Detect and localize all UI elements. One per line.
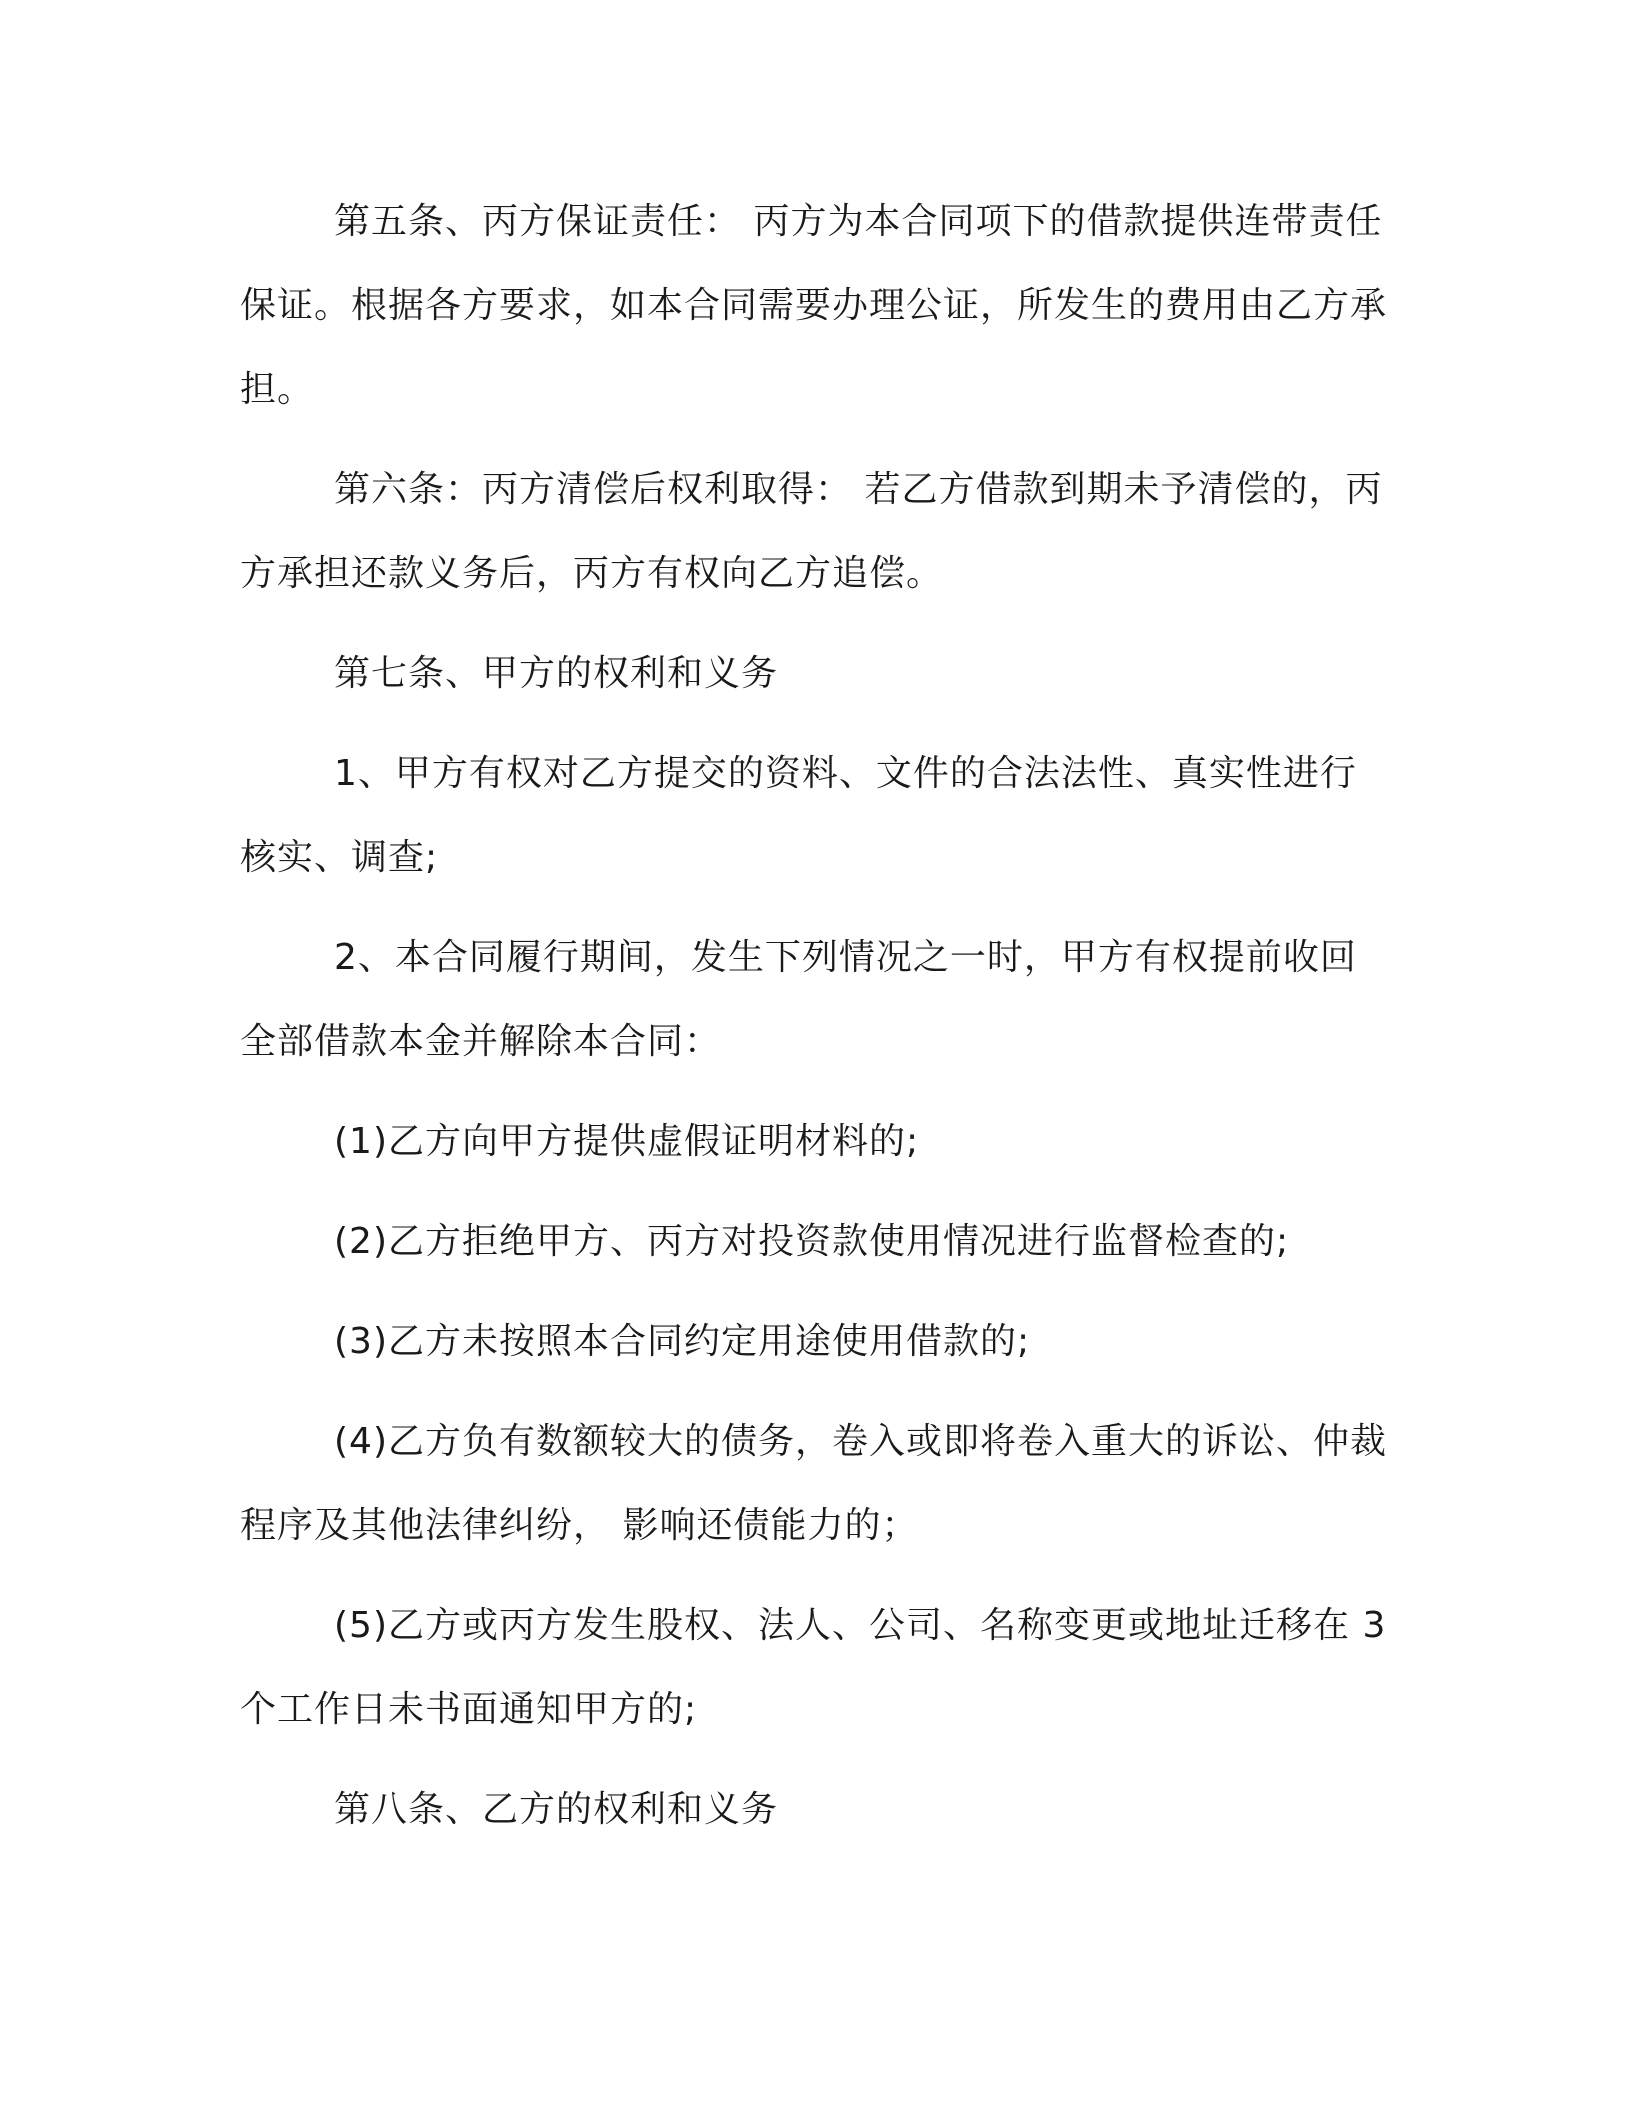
sub-item-1: (1)乙方向甲方提供虚假证明材料的; <box>334 1121 920 1162</box>
paragraph-gap <box>240 1284 1390 1300</box>
article-8-heading: 第八条、乙方的权利和义务 <box>334 1789 779 1830</box>
paragraph-gap <box>240 1184 1390 1200</box>
article-7-heading: 第七条、甲方的权利和义务 <box>334 653 779 694</box>
paragraph-gap <box>240 1752 1390 1768</box>
paragraph-gap <box>240 1084 1390 1100</box>
sub-item-3: (3)乙方未按照本合同约定用途使用借款的; <box>334 1321 1031 1362</box>
document-body <box>240 180 1390 1852</box>
sub-item-4: (4)乙方负有数额较大的债务，卷入或即将卷入重大的诉讼、仲裁程序及其他法律纠纷， 影响还债能力的； <box>240 1421 1387 1546</box>
paragraph-gap <box>240 1568 1390 1584</box>
paragraph-gap <box>240 432 1390 448</box>
paragraph-gap <box>240 716 1390 732</box>
paragraph-gap <box>240 1384 1390 1400</box>
article-7-item-2: 2、本合同履行期间，发生下列情况之一时，甲方有权提前收回全部借款本金并解除本合同： <box>240 937 1357 1062</box>
article-7-item-1: 1、甲方有权对乙方提交的资料、文件的合法法性、真实性进行核实、调查; <box>240 753 1357 878</box>
paragraph-gap <box>240 616 1390 632</box>
sub-item-5: (5)乙方或丙方发生股权、法人、公司、名称变更或地址迁移在 3 个工作日未书面通知甲方的; <box>240 1605 1387 1730</box>
article-5-paragraph: 第五条、丙方保证责任： 丙方为本合同项下的借款提供连带责任保证。根据各方要求，如本合同需要办理公证，所发生的费用由乙方承担。 <box>240 201 1388 410</box>
sub-item-2: (2)乙方拒绝甲方、丙方对投资款使用情况进行监督检查的; <box>334 1221 1290 1262</box>
article-6-paragraph: 第六条：丙方清偿后权利取得： 若乙方借款到期未予清偿的，丙方承担还款义务后，丙方有权向乙方追偿。 <box>240 469 1383 594</box>
paragraph-gap <box>240 900 1390 916</box>
